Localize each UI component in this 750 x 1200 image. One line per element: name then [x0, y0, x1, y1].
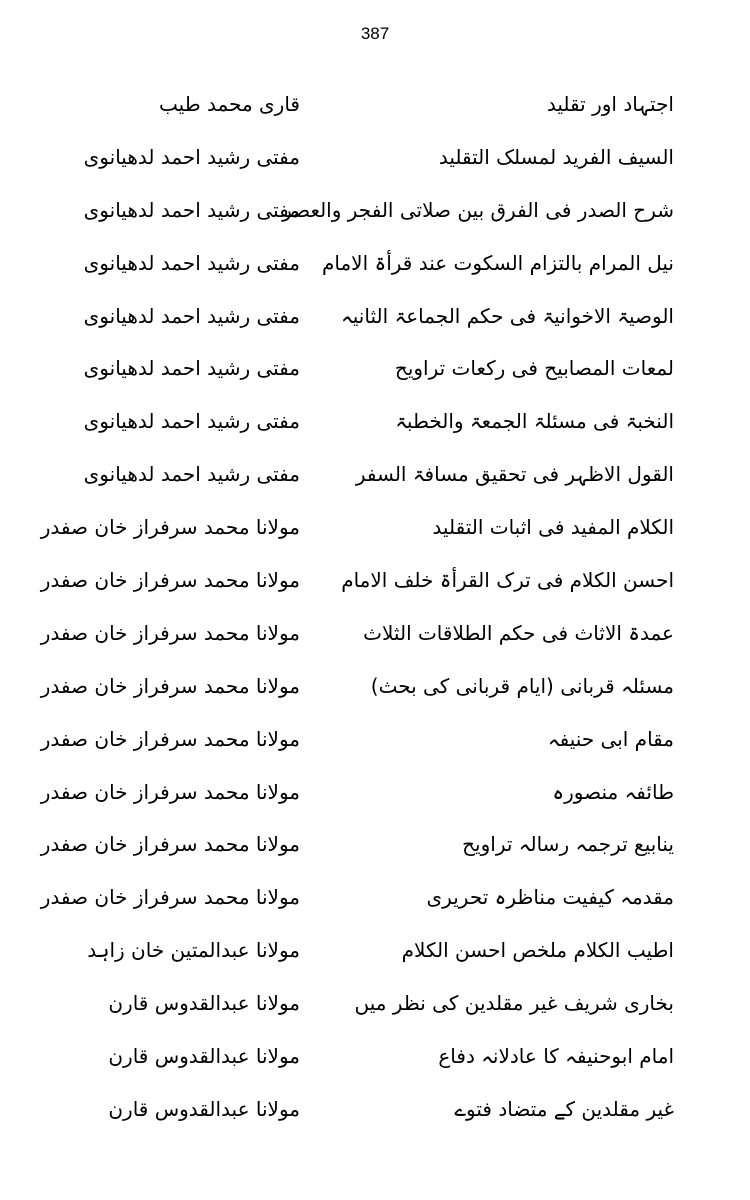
list-item [0, 395, 750, 448]
book-author: مولانا محمد سرفراز خان صفدر [40, 515, 300, 540]
book-title: احسن الکلام فی ترک القرأۃ خلف الامام [341, 568, 674, 593]
book-title: الوصیۃ الاخوانیۃ فی حکم الجماعۃ الثانیہ [341, 303, 674, 328]
book-title: مقام ابی حنیفہ [547, 726, 674, 751]
page-number: 387 [360, 24, 390, 43]
book-author: مولانا محمد سرفراز خان صفدر [40, 779, 300, 804]
list-item [0, 78, 750, 131]
book-author: مفتی رشید احمد لدھیانوی [83, 303, 300, 328]
book-title: مسئلہ قربانی (ایام قربانی کی بحث) [370, 673, 674, 698]
book-author: مولانا عبدالقدوس قارن [108, 1096, 300, 1121]
book-title: طائفہ منصورہ [552, 779, 674, 804]
book-title: عمدۃ الاثاث فی حکم الطلاقات الثلاث [363, 620, 674, 645]
book-title: امام ابوحنیفہ کا عادلانہ دفاع [438, 1044, 674, 1069]
list-item [0, 237, 750, 290]
list-item [0, 607, 750, 660]
book-title: مقدمہ کیفیت مناظرہ تحریری [426, 885, 674, 910]
book-author: مولانا عبدالقدوس قارن [108, 991, 300, 1016]
book-title: السیف الفرید لمسلک التقلید [438, 144, 674, 169]
book-author: مولانا محمد سرفراز خان صفدر [40, 673, 300, 698]
book-author: مولانا محمد سرفراز خان صفدر [40, 620, 300, 645]
list-item [0, 818, 750, 871]
book-author: مولانا محمد سرفراز خان صفدر [40, 568, 300, 593]
book-title: اطیب الکلام ملخص احسن الکلام [401, 938, 674, 963]
list-item [0, 554, 750, 607]
book-author: مولانا عبدالقدوس قارن [108, 1044, 300, 1069]
book-title: نیل المرام بالتزام السکوت عند قرأۃ الامام [321, 250, 674, 275]
book-author: مولانا محمد سرفراز خان صفدر [40, 726, 300, 751]
list-item [0, 290, 750, 343]
list-item [0, 766, 750, 819]
book-author: مولانا محمد سرفراز خان صفدر [40, 832, 300, 857]
list-item [0, 1083, 750, 1136]
list-item [0, 448, 750, 501]
list-item [0, 131, 750, 184]
book-title: الکلام المفید فی اثبات التقلید [432, 515, 674, 540]
book-author: مولانا محمد سرفراز خان صفدر [40, 885, 300, 910]
list-item [0, 924, 750, 977]
book-title: لمعات المصابیح فی رکعات تراویح [394, 356, 674, 381]
list-item [0, 501, 750, 554]
list-item [0, 342, 750, 395]
list-item [0, 977, 750, 1030]
list-item [0, 184, 750, 237]
book-author: مفتی رشید احمد لدھیانوی [83, 250, 300, 275]
book-title: ینابیع ترجمہ رسالہ تراویح [462, 832, 674, 857]
list-item [0, 1030, 750, 1083]
book-author: مفتی رشید احمد لدھیانوی [83, 356, 300, 381]
book-author: مفتی رشید احمد لدھیانوی [83, 197, 300, 222]
list-item [0, 871, 750, 924]
book-title: بخاری شریف غیر مقلدین کی نظر میں [354, 991, 674, 1016]
book-title: غیر مقلدین کے متضاد فتوے [454, 1096, 674, 1121]
book-author: مفتی رشید احمد لدھیانوی [83, 462, 300, 487]
list-item [0, 660, 750, 713]
list-item [0, 713, 750, 766]
book-title: شرح الصدر فی الفرق بین صلاتی الفجر والعصر [282, 197, 674, 222]
book-list [0, 78, 750, 1136]
book-author: مفتی رشید احمد لدھیانوی [83, 144, 300, 169]
book-author: مولانا عبدالمتین خان زاہد [87, 938, 300, 963]
book-title: اجتہاد اور تقلید [546, 92, 674, 116]
book-title: القول الاظہر فی تحقیق مسافۃ السفر [355, 462, 674, 487]
book-author: قاری محمد طیب [159, 92, 300, 116]
book-title: النخبۃ فی مسئلۃ الجمعۃ والخطبۃ [395, 409, 674, 434]
book-author: مفتی رشید احمد لدھیانوی [83, 409, 300, 434]
